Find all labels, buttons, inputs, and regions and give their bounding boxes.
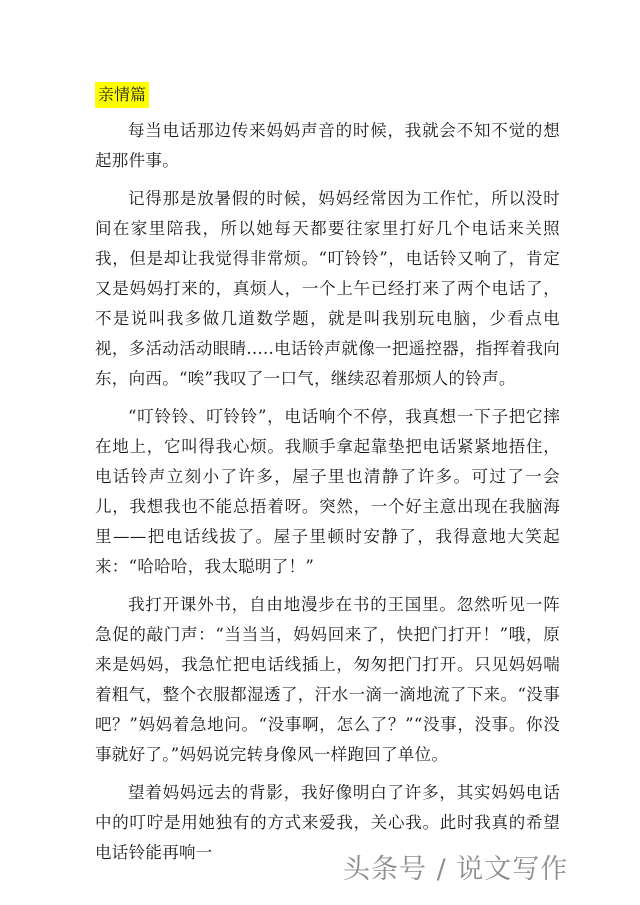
article-body <box>95 116 560 876</box>
section-heading: 亲情篇 <box>95 82 149 108</box>
paragraph-3: “叮铃铃、叮铃铃”，电话响个不停，我真想一下子把它摔在地上，它叫得我心烦。我顺手拿起靠垫把电话紧紧地捂住，电话铃声立刻小了许多，屋子里也清静了许多。可过了一会儿，我想我也不能总捂着呀。突然，一个好主意出现在我脑海里——把电话线拔了。屋子里顿时安静了，我得意地大笑起来：“哈哈哈，我太聪明了！” <box>95 407 560 576</box>
paragraph-1: 每当电话那边传来妈妈声音的时候，我就会不知不觉的想起那件事。 <box>95 121 560 170</box>
paragraph-5: 望着妈妈远去的背影，我好像明白了许多，其实妈妈电话中的叮咛是用她独有的方式来爱我，关心我。此时我真的希望电话铃能再响一 <box>95 783 560 862</box>
paragraph-4: 我打开课外书，自由地漫步在书的王国里。忽然听见一阵急促的敲门声：“当当当，妈妈回来了，快把门打开！”哦，原来是妈妈，我急忙把电话线插上，匆匆把门打开。只见妈妈喘着粗气，整个衣服都湿透了，汗水一滴一滴地流了下来。“没事吧？”妈妈着急地问。“没事啊，怎么了？”“没事，没事。你没事就好了。”妈妈说完转身像风一样跑回了单位。 <box>95 595 560 764</box>
paragraph-2: 记得那是放暑假的时候，妈妈经常因为工作忙，所以没时间在家里陪我，所以她每天都要往家里打好几个电话来关照我，但是却让我觉得非常烦。“叮铃铃”，电话铃又响了，肯定又是妈妈打来的，真烦人，一个上午已经打来了两个电话了，不是说叫我多做几道数学题，就是叫我别玩电脑，少看点电视，多活动活动眼睛.....电话铃声就像一把遥控器，指挥着我向东，向西。“唉”我叹了一口气，继续忍着那烦人的铃声。 <box>95 189 560 388</box>
watermark: 头条号 / 说文写作 <box>343 854 569 885</box>
